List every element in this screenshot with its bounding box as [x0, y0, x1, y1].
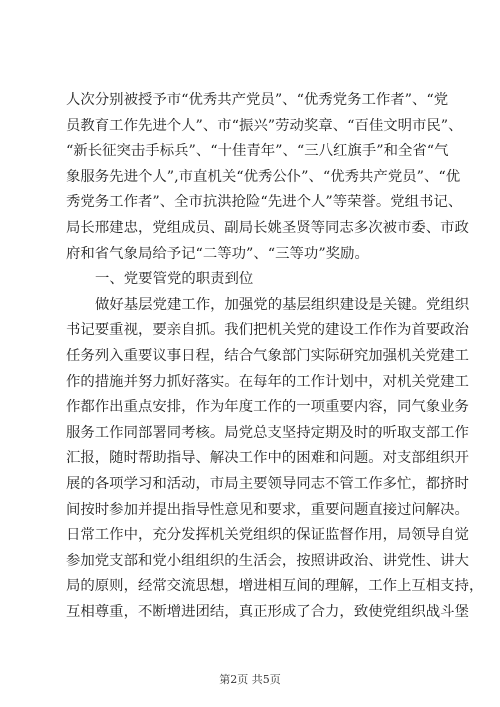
page-footer: 第2页 共5页: [219, 673, 281, 686]
text-line: 书记要重视，要亲自抓。我们把机关党的建设工作作为首要政治: [66, 322, 469, 339]
document-body: [66, 88, 484, 625]
section-heading: [66, 267, 438, 293]
text-line: 汇报，随时帮助指导、解决工作中的困难和问题。对支部组织开: [66, 450, 469, 467]
paragraph: [66, 293, 484, 626]
text-line: 任务列入重要议事日程，结合气象部门实际研究加强机关党建工: [66, 347, 469, 364]
text-line: 间按时参加并提出指导性意见和要求，重要问题直接过问解决。: [66, 501, 469, 518]
text-line: 参加党支部和党小组组织的生活会，按照讲政治、讲党性、讲大: [66, 552, 469, 569]
text-line: 府和省气象局给予记“二等功”、“三等功”奖励。: [66, 245, 369, 262]
text-line: 员教育工作先进个人”、市“振兴”劳动奖章、“百佳文明市民”、: [66, 117, 463, 134]
text-line: 做好基层党建工作，加强党的基层组织建设是关键。党组织: [95, 296, 470, 313]
text-line: 局长邢建忠，党组成员、副局长姚圣贤等同志多次被市委、市政: [66, 219, 469, 236]
text-line: 日常工作中，充分发挥机关党组织的保证监督作用，局领导自觉: [66, 527, 469, 544]
text-line: 展的各项学习和活动，市局主要领导同志不管工作多忙，都挤时: [66, 475, 469, 492]
text-line: “新长征突击手标兵”、“十佳青年”、“三八红旗手”和全省“气: [66, 143, 449, 160]
text-line: 局的原则，经常交流思想，增进相互间的理解，工作上互相支持，: [66, 578, 484, 595]
text-line: 作的措施并努力抓好落实。在每年的工作计划中，对机关党建工: [66, 373, 469, 390]
text-line: 作都作出重点安排，作为年度工作的一项重要内容，同气象业务: [66, 399, 469, 416]
text-line: 人次分别被授予市“优秀共产党员”、“优秀党务工作者”、“党: [66, 92, 449, 108]
text-line: 互相尊重，不断增进团结，真正形成了合力，致使党组织战斗堡: [66, 603, 469, 620]
text-line: 服务工作同部署同考核。局党总支坚持定期及时的听取支部工作: [66, 424, 469, 441]
text-line: 象服务先进个人”,市直机关“优秀公仆”、“优秀共产党员”、“优: [66, 168, 461, 185]
text-line: 一、党要管党的职责到位: [95, 271, 254, 288]
text-line: 秀党务工作者”、全市抗洪抢险“先进个人”等荣誉。党组书记、: [66, 194, 463, 211]
paragraph: [66, 88, 469, 267]
